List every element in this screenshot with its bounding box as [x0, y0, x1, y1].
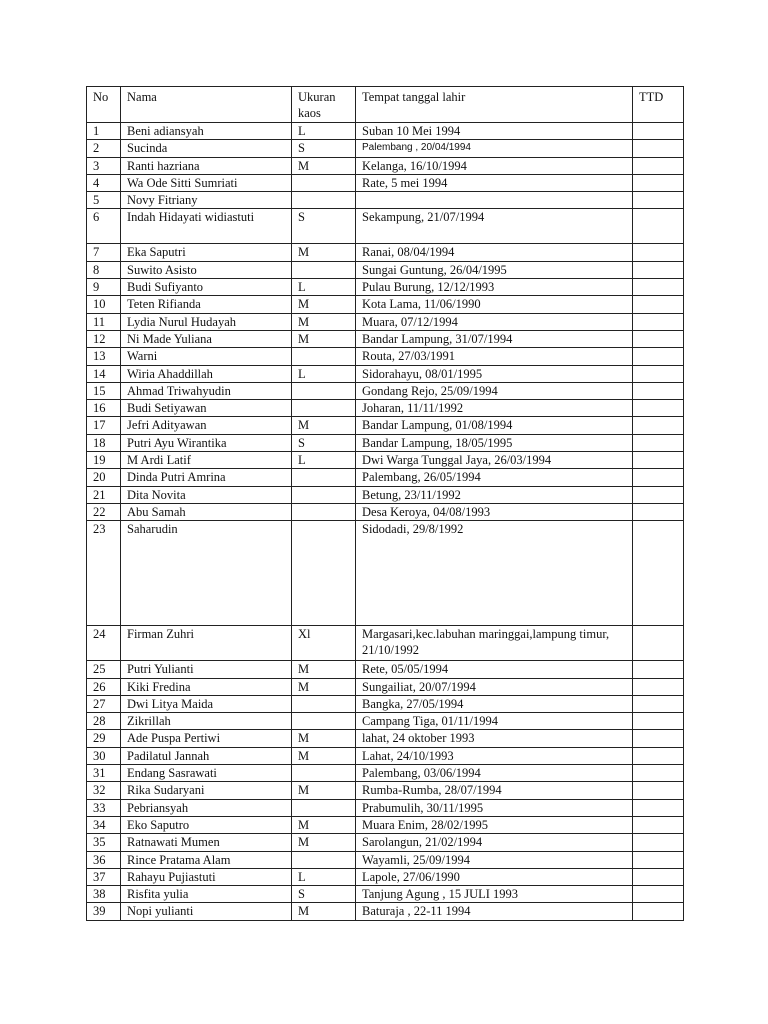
cell-tempat: Rumba-Rumba, 28/07/1994 — [356, 782, 633, 799]
cell-tempat: Palembang, 03/06/1994 — [356, 765, 633, 782]
cell-nama: Dita Novita — [121, 486, 292, 503]
table-row — [87, 903, 684, 920]
cell-ttd — [633, 261, 684, 278]
cell-ukuran: M — [292, 244, 356, 261]
cell-ukuran: M — [292, 661, 356, 678]
cell-no: 23 — [87, 521, 121, 626]
cell-ukuran — [292, 400, 356, 417]
table-row — [87, 851, 684, 868]
cell-nama: Zikrillah — [121, 713, 292, 730]
cell-nama: Lydia Nurul Hudayah — [121, 313, 292, 330]
cell-nama: Budi Setiyawan — [121, 400, 292, 417]
cell-nama: Dwi Litya Maida — [121, 695, 292, 712]
cell-nama: Jefri Adityawan — [121, 417, 292, 434]
cell-no: 30 — [87, 747, 121, 764]
cell-nama: Wa Ode Sitti Sumriati — [121, 174, 292, 191]
cell-ttd — [633, 713, 684, 730]
cell-no: 25 — [87, 661, 121, 678]
cell-nama: Suwito Asisto — [121, 261, 292, 278]
table-row — [87, 486, 684, 503]
cell-nama: Novy Fitriany — [121, 192, 292, 209]
cell-ukuran: M — [292, 747, 356, 764]
table-row — [87, 348, 684, 365]
cell-no: 37 — [87, 868, 121, 885]
cell-ukuran: M — [292, 903, 356, 920]
cell-ukuran — [292, 174, 356, 191]
cell-ukuran — [292, 503, 356, 520]
cell-nama: Wiria Ahaddillah — [121, 365, 292, 382]
cell-tempat: Gondang Rejo, 25/09/1994 — [356, 382, 633, 399]
cell-ukuran: M — [292, 417, 356, 434]
cell-no: 13 — [87, 348, 121, 365]
table-row — [87, 469, 684, 486]
cell-ukuran: M — [292, 157, 356, 174]
cell-ttd — [633, 313, 684, 330]
cell-ttd — [633, 730, 684, 747]
cell-tempat: Sekampung, 21/07/1994 — [356, 209, 633, 244]
cell-tempat: Lapole, 27/06/1990 — [356, 868, 633, 885]
cell-nama: Risfita yulia — [121, 886, 292, 903]
table-row — [87, 382, 684, 399]
cell-ukuran: M — [292, 296, 356, 313]
table-row — [87, 713, 684, 730]
cell-ttd — [633, 747, 684, 764]
cell-ttd — [633, 469, 684, 486]
cell-ttd — [633, 417, 684, 434]
cell-no: 4 — [87, 174, 121, 191]
cell-nama: M Ardi Latif — [121, 452, 292, 469]
cell-tempat: Sarolangun, 21/02/1994 — [356, 834, 633, 851]
cell-ukuran: S — [292, 434, 356, 451]
cell-tempat: Sidorahayu, 08/01/1995 — [356, 365, 633, 382]
roster-body — [87, 123, 684, 921]
cell-nama: Teten Rifianda — [121, 296, 292, 313]
table-row — [87, 816, 684, 833]
cell-no: 19 — [87, 452, 121, 469]
table-row — [87, 400, 684, 417]
cell-no: 31 — [87, 765, 121, 782]
cell-tempat: Lahat, 24/10/1993 — [356, 747, 633, 764]
cell-ttd — [633, 799, 684, 816]
table-row — [87, 123, 684, 140]
cell-tempat: Rate, 5 mei 1994 — [356, 174, 633, 191]
cell-tempat: Tanjung Agung , 15 JULI 1993 — [356, 886, 633, 903]
cell-nama: Putri Ayu Wirantika — [121, 434, 292, 451]
cell-ttd — [633, 192, 684, 209]
cell-ttd — [633, 886, 684, 903]
cell-no: 18 — [87, 434, 121, 451]
cell-nama: Firman Zuhri — [121, 626, 292, 661]
cell-ukuran: S — [292, 209, 356, 244]
table-row — [87, 417, 684, 434]
cell-ttd — [633, 174, 684, 191]
cell-no: 9 — [87, 279, 121, 296]
cell-no: 26 — [87, 678, 121, 695]
cell-tempat: Muara, 07/12/1994 — [356, 313, 633, 330]
cell-ttd — [633, 123, 684, 140]
cell-nama: Ranti hazriana — [121, 157, 292, 174]
table-row — [87, 678, 684, 695]
table-row — [87, 261, 684, 278]
cell-ukuran: L — [292, 279, 356, 296]
cell-ukuran: L — [292, 123, 356, 140]
cell-tempat: Betung, 23/11/1992 — [356, 486, 633, 503]
cell-no: 24 — [87, 626, 121, 661]
cell-ttd — [633, 782, 684, 799]
cell-ttd — [633, 452, 684, 469]
cell-ukuran: M — [292, 730, 356, 747]
cell-ukuran: L — [292, 868, 356, 885]
table-row — [87, 279, 684, 296]
table-row — [87, 695, 684, 712]
table-row — [87, 296, 684, 313]
cell-nama: Pebriansyah — [121, 799, 292, 816]
cell-nama: Sucinda — [121, 140, 292, 157]
cell-nama: Warni — [121, 348, 292, 365]
table-row — [87, 209, 684, 244]
cell-no: 29 — [87, 730, 121, 747]
cell-ttd — [633, 434, 684, 451]
cell-no: 36 — [87, 851, 121, 868]
cell-tempat: Kelanga, 16/10/1994 — [356, 157, 633, 174]
cell-ukuran — [292, 765, 356, 782]
cell-nama: Kiki Fredina — [121, 678, 292, 695]
cell-ukuran — [292, 469, 356, 486]
cell-nama: Rince Pratama Alam — [121, 851, 292, 868]
cell-ukuran: M — [292, 313, 356, 330]
header-row — [87, 87, 684, 123]
cell-nama: Ratnawati Mumen — [121, 834, 292, 851]
cell-ttd — [633, 486, 684, 503]
table-row — [87, 799, 684, 816]
table-row — [87, 365, 684, 382]
cell-nama: Padilatul Jannah — [121, 747, 292, 764]
cell-tempat: Kota Lama, 11/06/1990 — [356, 296, 633, 313]
header-nama: Nama — [121, 87, 292, 123]
cell-ukuran: M — [292, 834, 356, 851]
header-tempat: Tempat tanggal lahir — [356, 87, 633, 123]
cell-ttd — [633, 400, 684, 417]
table-row — [87, 244, 684, 261]
cell-no: 16 — [87, 400, 121, 417]
cell-tempat: Palembang, 26/05/1994 — [356, 469, 633, 486]
cell-nama: Ahmad Triwahyudin — [121, 382, 292, 399]
cell-no: 2 — [87, 140, 121, 157]
cell-tempat: Dwi Warga Tunggal Jaya, 26/03/1994 — [356, 452, 633, 469]
cell-no: 21 — [87, 486, 121, 503]
cell-no: 10 — [87, 296, 121, 313]
table-row — [87, 174, 684, 191]
cell-ukuran — [292, 348, 356, 365]
cell-nama: Eko Saputro — [121, 816, 292, 833]
cell-tempat: Campang Tiga, 01/11/1994 — [356, 713, 633, 730]
cell-ttd — [633, 296, 684, 313]
cell-tempat: Bandar Lampung, 31/07/1994 — [356, 330, 633, 347]
cell-ukuran — [292, 261, 356, 278]
cell-tempat: Rete, 05/05/1994 — [356, 661, 633, 678]
cell-tempat: Bandar Lampung, 18/05/1995 — [356, 434, 633, 451]
cell-ukuran — [292, 799, 356, 816]
cell-tempat — [356, 192, 633, 209]
cell-no: 28 — [87, 713, 121, 730]
cell-no: 12 — [87, 330, 121, 347]
cell-ttd — [633, 868, 684, 885]
cell-no: 20 — [87, 469, 121, 486]
cell-ukuran — [292, 382, 356, 399]
table-row — [87, 765, 684, 782]
cell-no: 3 — [87, 157, 121, 174]
cell-ukuran: S — [292, 140, 356, 157]
cell-nama: Beni adiansyah — [121, 123, 292, 140]
cell-ttd — [633, 626, 684, 661]
cell-ttd — [633, 834, 684, 851]
table-row — [87, 140, 684, 157]
cell-tempat: lahat, 24 oktober 1993 — [356, 730, 633, 747]
cell-no: 15 — [87, 382, 121, 399]
cell-ttd — [633, 695, 684, 712]
cell-ttd — [633, 365, 684, 382]
table-row — [87, 626, 684, 661]
cell-ttd — [633, 330, 684, 347]
table-row — [87, 747, 684, 764]
cell-ttd — [633, 244, 684, 261]
cell-tempat: Bangka, 27/05/1994 — [356, 695, 633, 712]
cell-no: 39 — [87, 903, 121, 920]
cell-tempat: Muara Enim, 28/02/1995 — [356, 816, 633, 833]
cell-nama: Abu Samah — [121, 503, 292, 520]
cell-ukuran: L — [292, 452, 356, 469]
cell-nama: Rahayu Pujiastuti — [121, 868, 292, 885]
cell-no: 17 — [87, 417, 121, 434]
cell-no: 34 — [87, 816, 121, 833]
cell-no: 11 — [87, 313, 121, 330]
cell-nama: Nopi yulianti — [121, 903, 292, 920]
cell-nama: Putri Yulianti — [121, 661, 292, 678]
table-row — [87, 503, 684, 520]
cell-no: 22 — [87, 503, 121, 520]
cell-ttd — [633, 678, 684, 695]
cell-ukuran: M — [292, 678, 356, 695]
cell-no: 38 — [87, 886, 121, 903]
cell-ttd — [633, 279, 684, 296]
cell-ukuran: M — [292, 782, 356, 799]
cell-nama: Indah Hidayati widiastuti — [121, 209, 292, 244]
table-row — [87, 661, 684, 678]
table-row — [87, 330, 684, 347]
cell-no: 35 — [87, 834, 121, 851]
cell-ttd — [633, 503, 684, 520]
cell-ttd — [633, 903, 684, 920]
cell-tempat: Suban 10 Mei 1994 — [356, 123, 633, 140]
cell-tempat: Prabumulih, 30/11/1995 — [356, 799, 633, 816]
cell-no: 6 — [87, 209, 121, 244]
cell-nama: Ade Puspa Pertiwi — [121, 730, 292, 747]
cell-tempat: Pulau Burung, 12/12/1993 — [356, 279, 633, 296]
cell-no: 14 — [87, 365, 121, 382]
table-row — [87, 868, 684, 885]
cell-no: 1 — [87, 123, 121, 140]
table-row — [87, 434, 684, 451]
cell-ukuran: Xl — [292, 626, 356, 661]
cell-tempat: Ranai, 08/04/1994 — [356, 244, 633, 261]
cell-tempat: Desa Keroya, 04/08/1993 — [356, 503, 633, 520]
table-row — [87, 157, 684, 174]
cell-tempat: Sidodadi, 29/8/1992 — [356, 521, 633, 626]
cell-no: 33 — [87, 799, 121, 816]
cell-tempat: Joharan, 11/11/1992 — [356, 400, 633, 417]
cell-nama: Saharudin — [121, 521, 292, 626]
cell-no: 8 — [87, 261, 121, 278]
table-row — [87, 452, 684, 469]
cell-tempat: Sungailiat, 20/07/1994 — [356, 678, 633, 695]
roster-table — [86, 86, 684, 921]
cell-no: 27 — [87, 695, 121, 712]
cell-nama: Dinda Putri Amrina — [121, 469, 292, 486]
table-row — [87, 782, 684, 799]
cell-ttd — [633, 851, 684, 868]
cell-ukuran — [292, 713, 356, 730]
cell-ttd — [633, 348, 684, 365]
table-row — [87, 521, 684, 626]
cell-ttd — [633, 816, 684, 833]
cell-tempat: Baturaja , 22-11 1994 — [356, 903, 633, 920]
cell-tempat: Routa, 27/03/1991 — [356, 348, 633, 365]
cell-ttd — [633, 521, 684, 626]
cell-nama: Budi Sufiyanto — [121, 279, 292, 296]
cell-nama: Ni Made Yuliana — [121, 330, 292, 347]
cell-tempat: Wayamli, 25/09/1994 — [356, 851, 633, 868]
cell-nama: Endang Sasrawati — [121, 765, 292, 782]
cell-ttd — [633, 765, 684, 782]
cell-ukuran — [292, 851, 356, 868]
cell-ttd — [633, 382, 684, 399]
cell-ukuran: M — [292, 816, 356, 833]
table-row — [87, 886, 684, 903]
header-no: No — [87, 87, 121, 123]
table-row — [87, 834, 684, 851]
cell-ukuran: S — [292, 886, 356, 903]
header-ttd: TTD — [633, 87, 684, 123]
cell-ukuran — [292, 695, 356, 712]
header-ukuran: Ukuran kaos — [292, 87, 356, 123]
cell-tempat: Bandar Lampung, 01/08/1994 — [356, 417, 633, 434]
cell-no: 32 — [87, 782, 121, 799]
cell-ukuran — [292, 521, 356, 626]
cell-ttd — [633, 157, 684, 174]
cell-nama: Rika Sudaryani — [121, 782, 292, 799]
table-row — [87, 192, 684, 209]
cell-ttd — [633, 140, 684, 157]
cell-ttd — [633, 209, 684, 244]
cell-ukuran: M — [292, 330, 356, 347]
cell-no: 5 — [87, 192, 121, 209]
cell-tempat: Palembang , 20/04/1994 — [356, 140, 633, 157]
cell-tempat: Margasari,kec.labuhan maringgai,lampung timur, 21/10/1992 — [356, 626, 633, 661]
table-row — [87, 313, 684, 330]
cell-no: 7 — [87, 244, 121, 261]
cell-ukuran — [292, 192, 356, 209]
cell-ukuran — [292, 486, 356, 503]
table-row — [87, 730, 684, 747]
cell-nama: Eka Saputri — [121, 244, 292, 261]
cell-tempat: Sungai Guntung, 26/04/1995 — [356, 261, 633, 278]
cell-ukuran: L — [292, 365, 356, 382]
cell-ttd — [633, 661, 684, 678]
